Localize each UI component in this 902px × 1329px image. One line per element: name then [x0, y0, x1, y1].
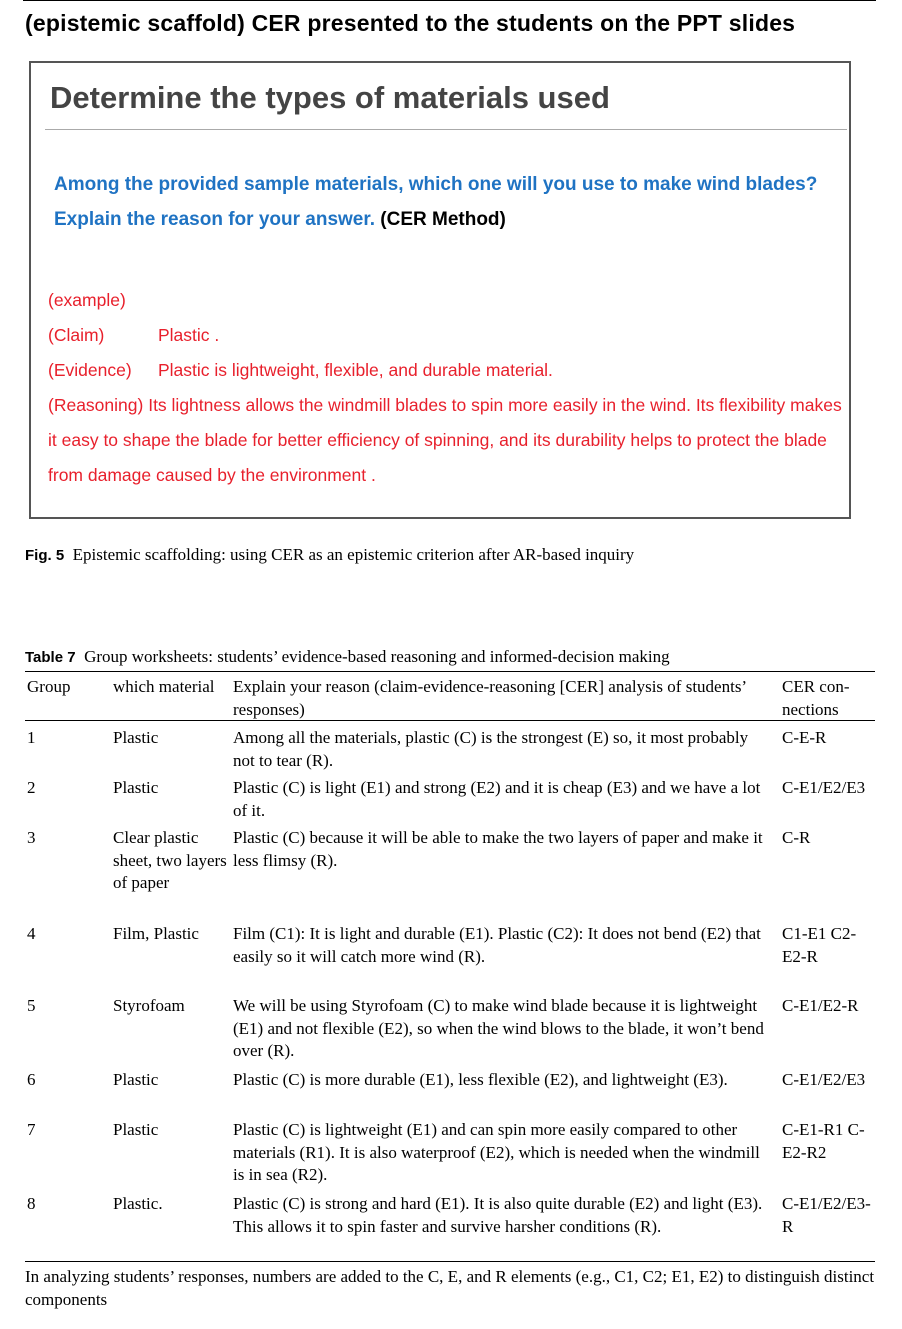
row-4-cer: C1-E1 C2-E2-R: [782, 924, 857, 966]
row-2-group: 2: [27, 778, 36, 797]
question-text: Among the provided sample materials, which one will you use to make wind blades? Explain the reason for your answer.: [54, 174, 818, 230]
row-7-material: Plastic: [113, 1120, 159, 1139]
row-5-group: 5: [27, 996, 36, 1015]
evidence-text: Plastic is lightweight, flexible, and durable material.: [158, 360, 553, 380]
reasoning-label: (Reasoning): [48, 395, 144, 415]
example-label: (example): [48, 290, 126, 310]
claim-line: [48, 318, 848, 353]
table-number: Table 7: [25, 649, 76, 666]
row-8-explain: Plastic (C) is strong and hard (E1). It is also quite durable (E2) and light (E3). This allows it to spin faster and survive harsher conditions (R).: [233, 1194, 763, 1236]
row-8-cer: C-E1/E2/E3-R: [782, 1194, 871, 1236]
top-rule: [23, 0, 876, 1]
row-6-group: 6: [27, 1070, 36, 1089]
figure-number: Fig. 5: [25, 547, 65, 564]
row-3-material: Clear plastic sheet, two layers of paper: [113, 828, 227, 892]
row-1-group: 1: [27, 728, 36, 747]
slide-title: Determine the types of materials used: [50, 80, 610, 115]
row-5-cer: C-E1/E2-R: [782, 996, 859, 1015]
row-3-explain: Plastic (C) because it will be able to make the two layers of paper and make it less flimsy (R).: [233, 828, 763, 870]
row-1-explain: Among all the materials, plastic (C) is the strongest (E) so, it most probably not to tear (R).: [233, 728, 749, 770]
question-method: (CER Method): [380, 209, 506, 230]
reasoning-line: [48, 388, 848, 493]
header-cer: CER con-nections: [782, 677, 850, 719]
table-caption: [25, 647, 670, 667]
row-4-explain: Film (C1): It is light and durable (E1). Plastic (C2): It does not bend (E2) that easily so it will catch more wind (R).: [233, 924, 761, 966]
row-2-material: Plastic: [113, 778, 159, 797]
claim-text: Plastic .: [158, 325, 220, 345]
claim-label: (Claim): [48, 325, 105, 345]
slide-example: [48, 283, 848, 493]
row-5-material: Styrofoam: [113, 996, 185, 1015]
slide-question: [54, 167, 844, 237]
table-bottom-rule: [25, 1261, 875, 1262]
row-5-explain: We will be using Styrofoam (C) to make wind blade because it is lightweight (E1) and not flexible (E2), so when the wind blows to the blade, it won’t bend over (R).: [233, 996, 764, 1060]
row-3-group: 3: [27, 828, 36, 847]
row-6-explain: Plastic (C) is more durable (E1), less flexible (E2), and lightweight (E3).: [233, 1070, 728, 1089]
table-top-rule: [25, 671, 875, 672]
row-6-material: Plastic: [113, 1070, 159, 1089]
row-7-explain: Plastic (C) is lightweight (E1) and can spin more easily compared to other materials (R1). It is also waterproof (E2), which is needed when the windmill is in sea (R2).: [233, 1120, 760, 1184]
row-1-material: Plastic: [113, 728, 159, 747]
evidence-line: [48, 353, 848, 388]
header-group: Group: [27, 677, 71, 696]
row-2-explain: Plastic (C) is light (E1) and strong (E2) and it is cheap (E3) and we have a lot of it.: [233, 778, 761, 820]
row-7-cer: C-E1-R1 C-E2-R2: [782, 1120, 865, 1162]
row-1-cer: C-E-R: [782, 728, 827, 747]
figure-caption: [25, 545, 634, 565]
row-4-group: 4: [27, 924, 36, 943]
table-footnote: In analyzing students’ responses, numbers are added to the C, E, and R elements (e.g., C1, C2; E1, E2) to distinguish distinct components: [25, 1267, 875, 1309]
row-4-material: Film, Plastic: [113, 924, 199, 943]
row-2-cer: C-E1/E2/E3: [782, 778, 866, 797]
table-caption-text: Group worksheets: students’ evidence-based reasoning and informed-decision making: [84, 647, 670, 666]
figure-caption-text: Epistemic scaffolding: using CER as an epistemic criterion after AR-based inquiry: [72, 545, 635, 564]
header-rule: [25, 720, 875, 721]
evidence-label: (Evidence): [48, 360, 132, 380]
header-explain: Explain your reason (claim-evidence-reasoning [CER] analysis of students’ responses): [233, 677, 746, 719]
row-8-material: Plastic.: [113, 1194, 163, 1213]
ppt-slide: [29, 61, 851, 519]
row-6-cer: C-E1/E2/E3: [782, 1070, 866, 1089]
header-material: which material: [113, 677, 215, 696]
row-3-cer: C-R: [782, 828, 811, 847]
page-heading: (epistemic scaffold) CER presented to the students on the PPT slides: [25, 10, 796, 36]
row-7-group: 7: [27, 1120, 36, 1139]
row-8-group: 8: [27, 1194, 36, 1213]
reasoning-text: Its lightness allows the windmill blades to spin more easily in the wind. Its flexibility makes it easy to shape the blade for better efficiency of spinning, and its durability helps to protect the blade from damage caused by the environment .: [48, 395, 842, 485]
slide-title-divider: [45, 129, 847, 130]
